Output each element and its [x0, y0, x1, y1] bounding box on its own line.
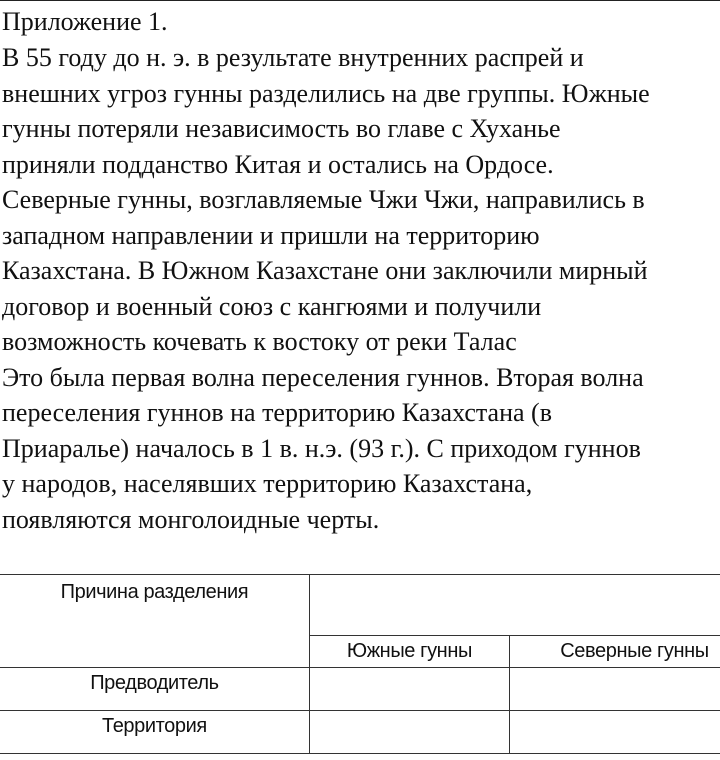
leader-row-header	[0, 668, 309, 711]
leader-label: Предводитель	[90, 672, 219, 694]
north-huns-label: Северные гунны	[560, 640, 709, 662]
text-line: возможность кочевать к востоку от реки Талас	[2, 327, 517, 356]
leader-south-cell[interactable]	[309, 668, 509, 711]
text-line: появляются монголоидные черты.	[2, 504, 380, 534]
territory-label: Территория	[102, 715, 207, 737]
cause-label: Причина разделения	[60, 581, 249, 603]
text-line: западном направлении и пришли на территорию	[2, 220, 540, 250]
table-row	[0, 711, 720, 754]
territory-north-cell[interactable]	[510, 711, 720, 754]
text-line: гунны потеряли независимость во главе с Хуханье	[2, 114, 561, 143]
text-line: Казахстана. В Южном Казахстане они заключили мирный	[2, 256, 648, 285]
table-row	[0, 575, 720, 636]
paragraph	[2, 40, 720, 537]
leader-north-cell[interactable]	[510, 668, 720, 711]
text-line: внешних угроз гунны разделились на две группы. Южные	[2, 78, 650, 108]
south-header-cell	[309, 636, 509, 668]
cause-header-cell	[0, 575, 309, 668]
text-line: Приаралье) началось в 1 в. н.э. (93 г.). С приходом гуннов	[2, 433, 641, 463]
appendix-heading: Приложение 1.	[2, 7, 168, 36]
text-line: Северные гунны, возглавляемые Чжи Чжи, направились в	[2, 185, 645, 214]
table-row	[0, 668, 720, 711]
text-line: приняли подданство Китая и остались на Ордосе.	[2, 149, 554, 179]
text-line: Это была первая волна переселения гуннов. Вторая волна	[2, 362, 644, 392]
text-line: В 55 году до н. э. в результате внутренних распрей и	[2, 43, 584, 72]
cause-answer-cell[interactable]	[309, 575, 720, 636]
top-border-line	[0, 0, 720, 1]
territory-south-cell[interactable]	[309, 711, 509, 754]
comparison-table	[0, 574, 720, 754]
text-line: у народов, населявших территорию Казахстана,	[2, 469, 533, 498]
territory-row-header	[0, 711, 309, 754]
south-huns-label: Южные гунны	[346, 640, 472, 662]
text-line: переселения гуннов на территорию Казахстана (в	[2, 398, 552, 427]
text-line: договор и военный союз с кангюями и получили	[2, 291, 542, 321]
north-header-cell	[510, 636, 720, 668]
document-body	[2, 4, 720, 537]
